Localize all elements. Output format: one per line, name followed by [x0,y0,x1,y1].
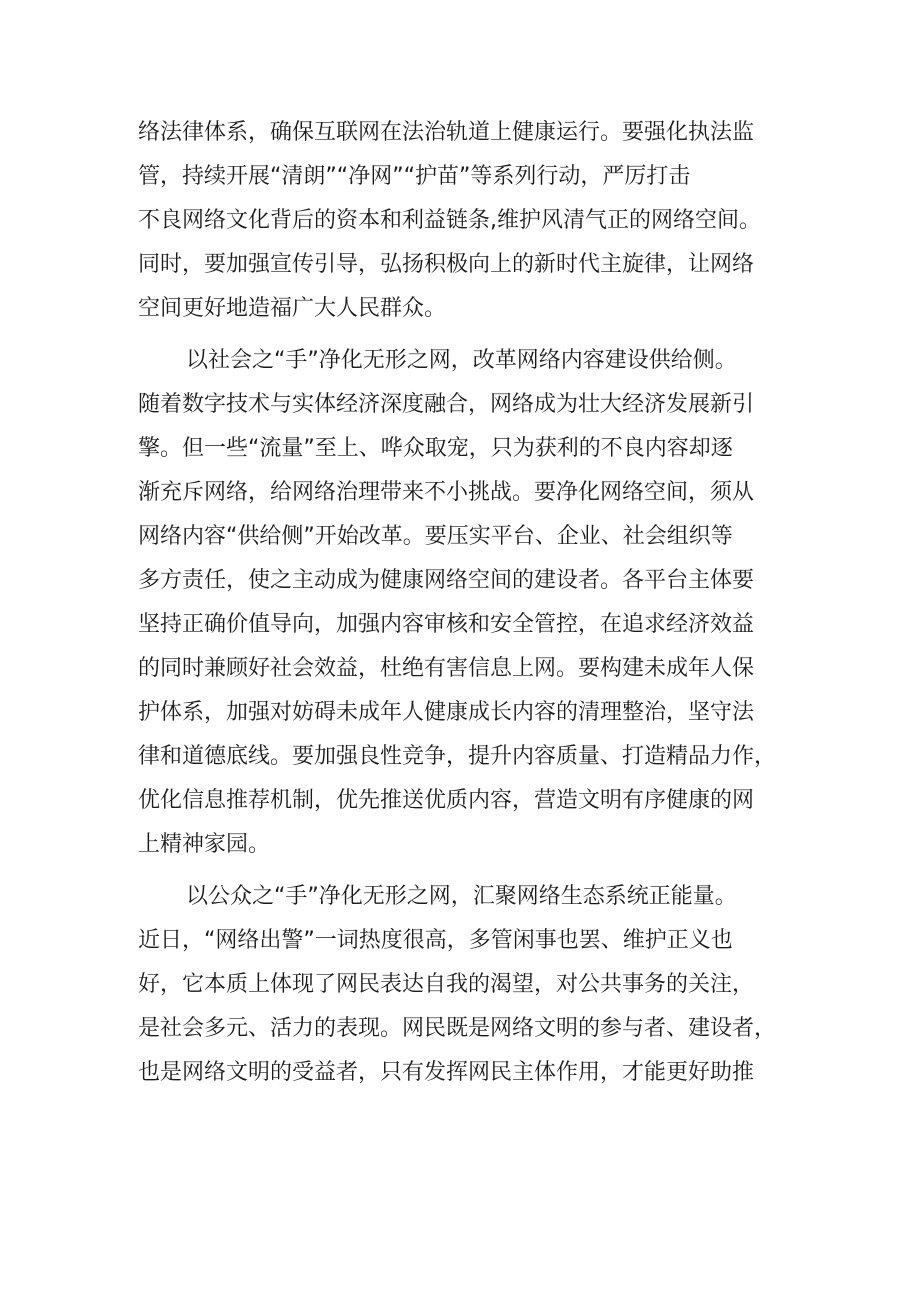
paragraph-heading: 以社会之“手”净化无形之网，改革网络内容建设供给侧。 [186,348,737,373]
text-line: 坚持正确价值导向，加强内容审核和安全管控，在追求经济效益 [138,612,755,637]
text-line: 律和道德底线。要加强良性竞争，提升内容质量、打造精品力作， [138,744,777,769]
text-line: 网络内容“供给侧”开始改革。要压实平台、企业、社会组织等 [138,524,733,549]
text-line: 护体系，加强对妨碍未成年人健康成长内容的清理整治，坚守法 [138,700,755,725]
text-line: 同时，要加强宣传引导，弘扬积极向上的新时代主旋律，让网络 [138,252,755,277]
text-line: 好，它本质上体现了网民表达自我的渴望，对公共事务的关注， [138,972,755,997]
text-line: 上精神家园。 [138,832,271,857]
text-line: 多方责任，使之主动成为健康网络空间的建设者。各平台主体要 [138,568,755,593]
paragraph-heading: 以公众之“手”净化无形之网，汇聚网络生态系统正能量。 [186,884,737,909]
text-line: 擎。但一些“流量”至上、哗众取宠，只为获利的不良内容却逐 [138,436,733,461]
text-line: 络法律体系，确保互联网在法治轨道上健康运行。要强化执法监 [138,120,755,145]
text-line: 优化信息推荐机制，优先推送优质内容，营造文明有序健康的网 [138,788,755,813]
text-line: 不良网络文化背后的资本和利益链条,维护风清气正的网络空间。 [138,208,761,233]
text-line: 渐充斥网络，给网络治理带来不小挑战。要净化网络空间，须从 [138,480,755,505]
text-line: 随着数字技术与实体经济深度融合，网络成为壮大经济发展新引 [138,392,755,417]
text-line: 的同时兼顾好社会效益，杜绝有害信息上网。要构建未成年人保 [138,656,755,681]
text-line: 也是网络文明的受益者，只有发挥网民主体作用，才能更好助推 [138,1060,755,1085]
text-line: 是社会多元、活力的表现。网民既是网络文明的参与者、建设者， [138,1016,777,1041]
text-line: 管，持续开展“清朗”“净网”“护苗”等系列行动，严厉打击 [138,164,691,189]
text-line: 空间更好地造福广大人民群众。 [138,296,447,321]
text-line: 近日，“网络出警”一词热度很高，多管闲事也罢、维护正义也 [138,928,733,953]
